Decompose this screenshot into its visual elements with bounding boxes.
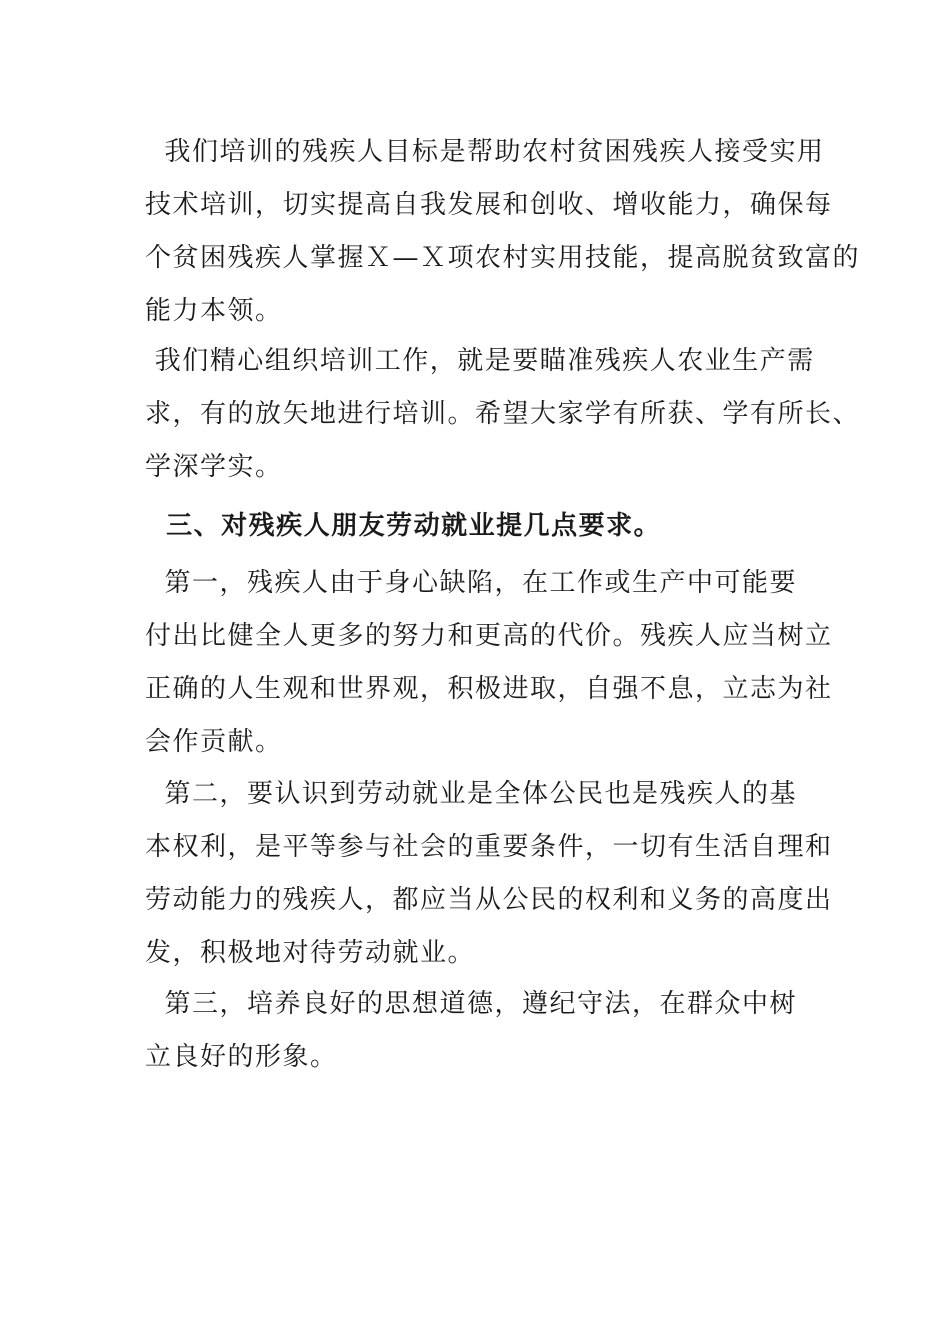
heading-line: 三、对残疾人朋友劳动就业提几点要求。 (145, 511, 662, 541)
text-line: 本权利，是平等参与社会的重要条件，一切有生活自理和 (145, 832, 833, 862)
paragraph-second-point (145, 768, 833, 980)
text-line: 学深学实。 (145, 452, 283, 482)
text-line: 正确的人生观和世界观，积极进取，自强不息，立志为社 (145, 674, 833, 704)
text-line: 我们培训的残疾人目标是帮助农村贫困残疾人接受实用 (145, 137, 825, 167)
text-line: 能力本领。 (145, 296, 283, 326)
text-line: 付出比健全人更多的努力和更高的代价。残疾人应当树立 (145, 621, 833, 651)
text-line: 立良好的形象。 (145, 1042, 338, 1072)
text-line: 发，积极地对待劳动就业。 (145, 938, 476, 968)
paragraph-training-organization (145, 335, 861, 494)
text-line: 技术培训，切实提高自我发展和创收、增收能力，确保每 (145, 190, 833, 220)
paragraph-training-goal (145, 126, 861, 338)
text-line: 我们精心组织培训工作，就是要瞄准残疾人农业生产需 (145, 346, 815, 376)
section-heading-requirements (145, 500, 810, 553)
text-line: 第一，残疾人由于身心缺陷，在工作或生产中可能要 (145, 568, 798, 598)
text-line: 求，有的放矢地进行培训。希望大家学有所获、学有所长、 (145, 399, 861, 429)
paragraph-first-point (145, 557, 833, 769)
text-line: 会作贡献。 (145, 727, 283, 757)
text-line: 第二，要认识到劳动就业是全体公民也是残疾人的基 (145, 779, 798, 809)
text-line: 个贫困残疾人掌握Ｘ—Ｘ项农村实用技能，提高脱贫致富的 (145, 243, 861, 273)
text-line: 劳动能力的残疾人，都应当从公民的权利和义务的高度出 (145, 885, 833, 915)
paragraph-third-point (145, 978, 810, 1084)
text-line: 第三，培养良好的思想道德，遵纪守法，在群众中树 (145, 989, 798, 1019)
